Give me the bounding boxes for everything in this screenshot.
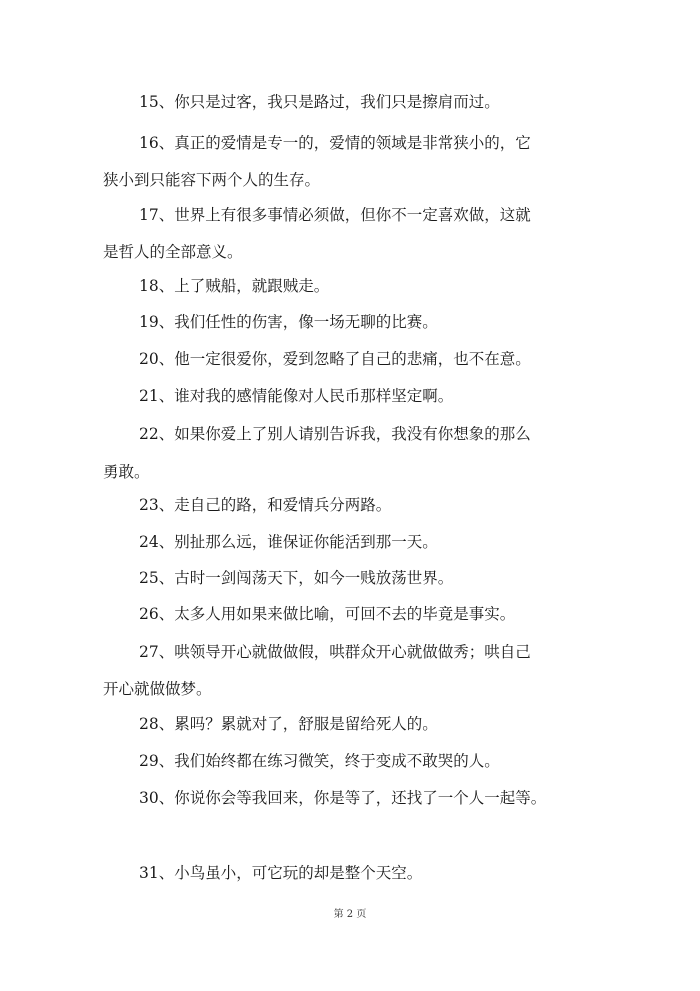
- quote-line: 狭小到只能容下两个人的生存。: [103, 171, 321, 189]
- quote-paragraph-18: [103, 276, 603, 296]
- quote-line: 勇敢。: [103, 463, 150, 481]
- quote-paragraph-29: [103, 751, 603, 771]
- quote-line: 23、走自己的路，和爱情兵分两路。: [139, 496, 392, 514]
- quote-paragraph-20: [103, 349, 603, 369]
- quote-line: 30、你说你会等我回来，你是等了，还找了一个人一起等。: [139, 789, 547, 807]
- quote-line: 24、别扯那么远，谁保证你能活到那一天。: [139, 533, 438, 551]
- quote-paragraph-16: [103, 133, 603, 190]
- quote-line: 18、上了贼船，就跟贼走。: [139, 277, 330, 295]
- quote-paragraph-31: [103, 863, 603, 883]
- quote-line: 27、哄领导开心就做做假，哄群众开心就做做秀；哄自己: [139, 643, 531, 661]
- quote-paragraph-24: [103, 532, 603, 552]
- quote-paragraph-23: [103, 495, 603, 515]
- quote-line: 19、我们任性的伤害，像一场无聊的比赛。: [139, 313, 438, 331]
- quote-line: 17、世界上有很多事情必须做，但你不一定喜欢做，这就: [139, 206, 531, 224]
- quote-paragraph-28: [103, 714, 603, 734]
- quote-paragraph-17: [103, 205, 603, 262]
- quote-line: 26、太多人用如果来做比喻，可回不去的毕竟是事实。: [139, 605, 516, 623]
- quote-paragraph-30: [103, 788, 603, 808]
- quote-line: 28、累吗？累就对了，舒服是留给死人的。: [139, 715, 438, 733]
- quote-line: 15、你只是过客，我只是路过，我们只是擦肩而过。: [139, 93, 500, 111]
- quote-paragraph-21: [103, 386, 603, 406]
- quote-paragraph-26: [103, 604, 603, 624]
- quote-paragraph-25: [103, 568, 603, 588]
- quote-line: 是哲人的全部意义。: [103, 243, 243, 261]
- quote-paragraph-19: [103, 312, 603, 332]
- quote-paragraph-27: [103, 642, 603, 699]
- quote-paragraph-15: [103, 92, 603, 112]
- quote-paragraph-22: [103, 424, 603, 482]
- quote-line: 开心就做做梦。: [103, 680, 212, 698]
- quote-line: 16、真正的爱情是专一的，爱情的领域是非常狭小的，它: [139, 134, 531, 152]
- quote-line: 20、他一定很爱你，爱到忽略了自己的悲痛，也不在意。: [139, 350, 531, 368]
- quote-line: 25、古时一剑闯荡天下，如今一贱放荡世界。: [139, 569, 454, 587]
- quote-line: 22、如果你爱上了别人请别告诉我，我没有你想象的那么: [139, 425, 531, 443]
- quote-line: 21、谁对我的感情能像对人民币那样坚定啊。: [139, 387, 454, 405]
- quote-line: 29、我们始终都在练习微笑，终于变成不敢哭的人。: [139, 752, 500, 770]
- page-number: 第 2 页: [333, 909, 367, 920]
- quote-line: 31、小鸟虽小，可它玩的却是整个天空。: [139, 864, 423, 882]
